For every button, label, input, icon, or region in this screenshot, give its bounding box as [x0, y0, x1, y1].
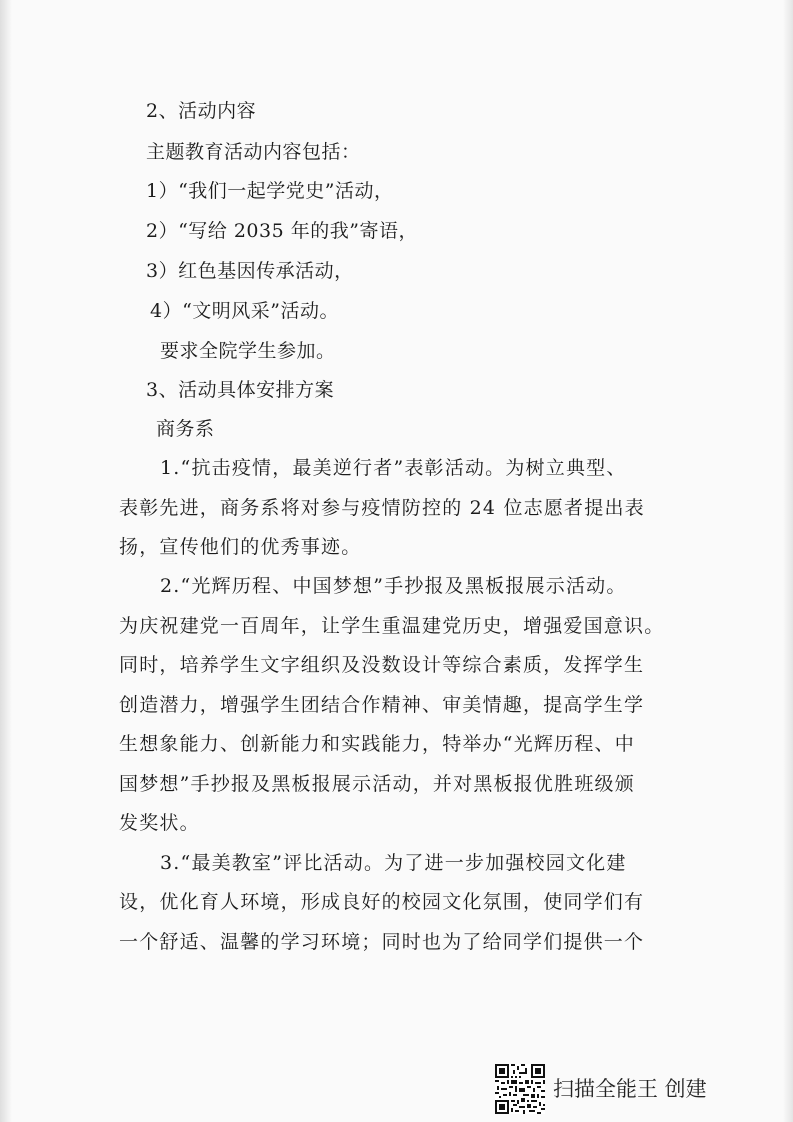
list-item-4: 4）“文明风采”活动。	[150, 300, 340, 322]
department-heading: 商务系	[156, 418, 215, 440]
paragraph-line: 创造潜力，增强学生团结合作精神、审美情趣，提高学生学	[119, 694, 645, 716]
paragraph-line: 一个舒适、温馨的学习环境；同时也为了给同学们提供一个	[119, 931, 645, 953]
paragraph-line: 生想象能力、创新能力和实践能力，特举办“光辉历程、中	[119, 733, 635, 755]
section-heading-arrangement: 3、活动具体安排方案	[146, 379, 335, 401]
qr-code-icon	[495, 1064, 545, 1114]
paragraph-line: 3.“最美教室”评比活动。为了进一步加强校园文化建	[160, 852, 627, 874]
section-heading-activity-content: 2、活动内容	[146, 100, 257, 122]
scan-shadow-left	[0, 0, 12, 1122]
paragraph-line: 国梦想”手抄报及黑板报展示活动，并对黑板报优胜班级颁	[119, 773, 635, 795]
intro-line: 主题教育活动内容包括：	[146, 141, 361, 163]
paragraph-line: 设，优化育人环境，形成良好的校园文化氛围，使同学们有	[119, 891, 645, 913]
paragraph-line: 2.“光辉历程、中国梦想”手抄报及黑板报展示活动。	[160, 575, 627, 597]
list-item-2: 2）“写给 2035 年的我”寄语，	[146, 220, 418, 242]
paragraph-line: 为庆祝建党一百周年，让学生重温建党历史，增强爱国意识。	[119, 615, 665, 637]
paragraph-line: 1.“抗击疫情，最美逆行者”表彰活动。为树立典型、	[160, 457, 627, 479]
requirement-line: 要求全院学生参加。	[160, 340, 336, 362]
list-item-1: 1）“我们一起学党史”活动，	[146, 180, 394, 202]
paragraph-line: 发奖状。	[119, 812, 200, 834]
scanner-watermark-label: 扫描全能王 创建	[553, 1077, 707, 1101]
scan-shadow-right	[783, 0, 793, 1122]
paragraph-line: 扬，宣传他们的优秀事迹。	[119, 536, 362, 558]
paragraph-line: 表彰先进，商务系将对参与疫情防控的 24 位志愿者提出表	[119, 497, 645, 519]
list-item-3: 3）红色基因传承活动，	[146, 260, 354, 282]
paragraph-line: 同时，培养学生文字组织及没数设计等综合素质，发挥学生	[119, 654, 645, 676]
